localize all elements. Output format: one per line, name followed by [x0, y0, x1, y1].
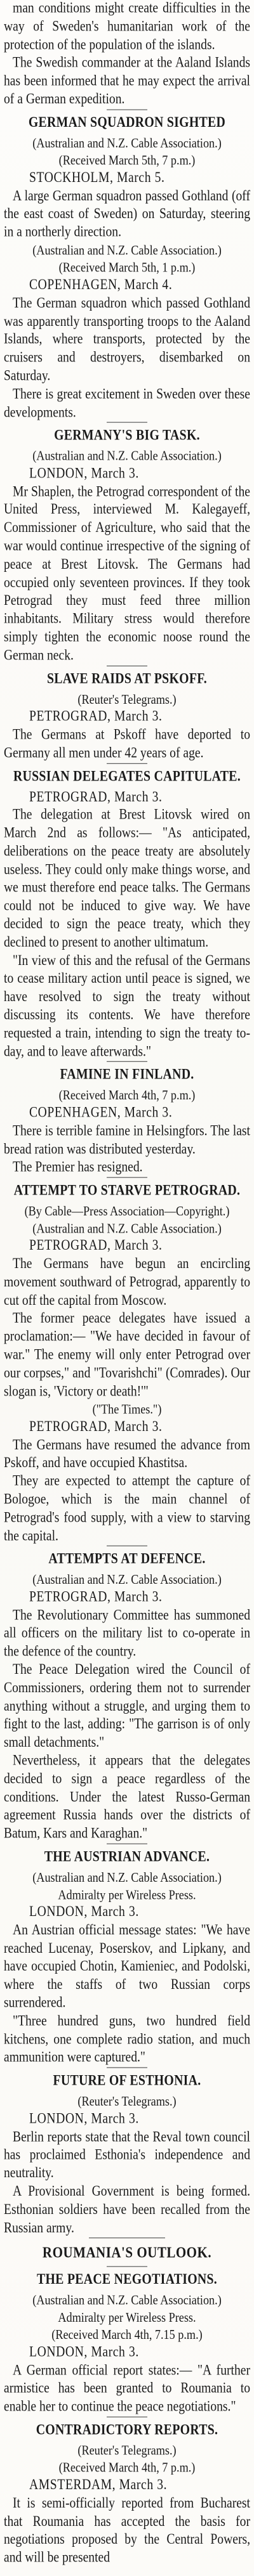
section-divider — [107, 1061, 147, 1062]
article-section — [4, 1546, 250, 1844]
article-section — [4, 2237, 250, 2263]
article-section — [4, 0, 250, 109]
body-paragraph: It is semi-officially reported from Bucharest that Roumania has accepted the basis for negotiations proposed by the Central Powers, and will be presented — [4, 2495, 250, 2566]
cable-source: (Received March 4th, 7.15 p.m.) — [51, 2327, 203, 2342]
cable-source: (Australian and N.Z. Cable Association.) — [32, 1870, 222, 1885]
cable-source: (Received March 4th, 7 p.m.) — [58, 2460, 196, 2475]
body-paragraph: Nevertheless, it appears that the delegates decided to sign a peace regardless of the conditions. Under the latest Russo-German agreement Russia hands over the districts of Batum, Kars and Karaghan." — [4, 1753, 250, 1842]
body-paragraph: A Provisional Government is being formed. Esthonian soldiers have been recalled from the Russian army. — [4, 2184, 250, 2236]
cable-source: (Australian and N.Z. Cable Association.) — [32, 243, 222, 258]
section-heading: RUSSIAN DELEGATES CAPITULATE. — [13, 768, 241, 784]
article-section — [4, 1177, 250, 1546]
cable-source: Admiralty per Wireless Press. — [58, 1887, 196, 1902]
dateline: PETROGRAD, March 3. — [29, 1419, 163, 1435]
dateline: LONDON, March 3. — [29, 2344, 139, 2360]
body-paragraph: The Germans have resumed the advance from Pskoff, and have occupied Khastitsa. — [4, 1437, 250, 1472]
section-heading: SLAVE RAIDS AT PSKOFF. — [46, 670, 208, 687]
dateline: LONDON, March 3. — [29, 1904, 139, 1920]
cable-source: (Australian and N.Z. Cable Association.) — [32, 1220, 222, 1236]
section-divider — [107, 109, 147, 110]
cable-source: (Reuter's Telegrams.) — [77, 2094, 177, 2109]
section-divider — [107, 422, 147, 423]
cable-source: (Reuter's Telegrams.) — [77, 692, 177, 707]
dateline: LONDON, March 3. — [29, 2111, 139, 2127]
dateline: COPENHAGEN, March 4. — [29, 277, 173, 293]
cable-source: ("The Times.") — [92, 1402, 162, 1417]
body-paragraph: The delegation at Brest Litovsk wired on March 2nd as follows:— "As anticipated, deliberations on the peace treaty are absolutely useless. They could only make things worse, and we must therefore end peace talks. The Germans could not be induced to give way. We have decided to sign the peace treaty, which they declined to present to another ultimatum. — [4, 807, 250, 950]
body-paragraph: "Three hundred guns, two hundred field kitchens, one complete radio station, and much ammunition were captured." — [4, 2013, 250, 2066]
section-heading: ATTEMPT TO STARVE PETROGRAD. — [13, 1182, 241, 1199]
article-section — [4, 1061, 250, 1177]
body-paragraph: The former peace delegates have issued a proclamation:— "We have decided in favour of war." The enemy will only enter Petrograd over our corpses," and "Tovarishchi" (Comrades). Our slogan is, 'Victory or death!'" — [4, 1311, 250, 1399]
section-heading: ROUMANIA'S OUTLOOK. — [42, 2243, 212, 2262]
cable-source: (Australian and N.Z. Cable Association.) — [32, 1572, 222, 1587]
dateline: PETROGRAD, March 3. — [29, 1238, 163, 1254]
body-paragraph: Mr Shaplen, the Petrograd correspondent of the United Press, interviewed M. Kalegayeff, Commissioner of Agriculture, who said that the war would continue irrespective of the signing of peace at Brest Litovsk. The Germans had occupied only seventeen provinces. If they took Petrograd they must feed three million inhabitants. Military stress would therefore simply tighten the economic noose round the German neck. — [4, 484, 250, 664]
cable-source: (Australian and N.Z. Cable Association.) — [32, 448, 222, 463]
body-paragraph: The Revolutionary Committee has summoned all officers on the military list to co-operate in the defence of the country. — [4, 1607, 250, 1660]
section-heading: THE PEACE NEGOTIATIONS. — [36, 2271, 218, 2288]
article-section — [4, 109, 250, 422]
newspaper-column — [4, 0, 250, 2568]
cable-source: (Received March 5th, 7 p.m.) — [58, 153, 196, 168]
cable-source: (By Cable—Press Association—Copyright.) — [24, 1203, 230, 1219]
section-heading: FUTURE OF ESTHONIA. — [53, 2072, 201, 2089]
body-paragraph: The Peace Delegation wired the Council of Commissioners, ordering them not to surrender anything without a struggle, and urging them to fight to the last, adding: "The garrison is of only small detachments." — [4, 1662, 250, 1751]
body-paragraph: A large German squadron passed Gothland (off the east coast of Sweden) on Saturday, steering in a northerly direction. — [4, 188, 250, 240]
dateline: LONDON, March 3. — [29, 465, 139, 482]
section-heading: GERMANY'S BIG TASK. — [54, 427, 200, 444]
dateline: PETROGRAD, March 3. — [29, 709, 163, 725]
body-paragraph: An Austrian official message states: "We have reached Lucenay, Poserskov, and Lipkany, and have occupied Chotin, Kamieniec, and Podolski, where the staffs of two Russian corps surrendered. — [4, 1922, 250, 2011]
article-section — [4, 763, 250, 1061]
body-paragraph: There is terrible famine in Helsingfors. The last bread ration was distributed yesterday. — [4, 1123, 250, 1157]
article-section — [4, 422, 250, 665]
dateline: STOCKHOLM, March 5. — [29, 170, 165, 186]
article-section — [4, 1844, 250, 2068]
cable-source: (Received March 5th, 1 p.m.) — [58, 260, 196, 275]
section-divider — [107, 1177, 147, 1178]
article-section — [4, 2267, 250, 2417]
section-heading: CONTRADICTORY REPORTS. — [36, 2421, 218, 2438]
body-paragraph: The Swedish commander at the Aaland Islands has been informed that he may expect the arrival of a German expedition. — [4, 55, 250, 107]
dateline: AMSTERDAM, March 3. — [29, 2477, 168, 2493]
dateline: PETROGRAD, March 3. — [29, 1589, 163, 1605]
dateline: PETROGRAD, March 3. — [29, 789, 163, 805]
section-heading: ATTEMPTS AT DEFENCE. — [48, 1551, 206, 1567]
cable-source: (Reuter's Telegrams.) — [77, 2443, 177, 2458]
section-heading: FAMINE IN FINLAND. — [60, 1066, 194, 1083]
section-heading: GERMAN SQUADRON SIGHTED — [28, 114, 226, 131]
section-divider — [89, 2237, 165, 2238]
cable-source: (Australian and N.Z. Cable Association.) — [32, 2293, 222, 2308]
article-section — [4, 2417, 250, 2568]
body-paragraph: man conditions might create difficulties in the way of Sweden's humanitarian work of the protection of the population of the islands. — [4, 1, 250, 53]
body-paragraph: The German squadron which passed Gothland was apparently transporting troops to the Aaland Islands, where transports, protected by the cruisers and destroyers, disembarked on Saturday. — [4, 295, 250, 384]
body-paragraph: Berlin reports state that the Reval town council has proclaimed Esthonia's independence and neutrality. — [4, 2129, 250, 2182]
body-paragraph: A German official report states:— "A further armistice has been granted to Roumania to enable her to continue the peace negotiations." — [4, 2362, 250, 2415]
cable-source: Admiralty per Wireless Press. — [58, 2310, 196, 2325]
body-paragraph: The Germans have begun an encircling movement southward of Petrograd, apparently to cut off the capital from Moscow. — [4, 1256, 250, 1309]
body-paragraph: The Germans at Pskoff have deported to Germany all men under 42 years of age. — [4, 727, 250, 761]
cable-source: (Australian and N.Z. Cable Association.) — [32, 135, 222, 151]
article-section — [4, 665, 250, 763]
body-paragraph: "In view of this and the refusal of the Germans to cease military action until peace is signed, we have resolved to sign the treaty without discussing its contents. We have therefore requested a train, intending to sign the treaty to-day, and to leave afterwards." — [4, 953, 250, 1059]
section-heading: THE AUSTRIAN ADVANCE. — [44, 1848, 210, 1865]
body-paragraph: The Premier has resigned. — [13, 1160, 143, 1175]
body-paragraph: There is great excitement in Sweden over these developments. — [4, 386, 250, 420]
dateline: COPENHAGEN, March 3. — [29, 1105, 173, 1121]
section-divider — [107, 665, 147, 666]
article-section — [4, 2068, 250, 2238]
cable-source: (Received March 4th, 7 p.m.) — [58, 1087, 196, 1103]
body-paragraph: They are expected to attempt the capture of Bologoe, which is the main channel of Petrograd's food supply, with a view to starving the capital. — [4, 1473, 250, 1544]
